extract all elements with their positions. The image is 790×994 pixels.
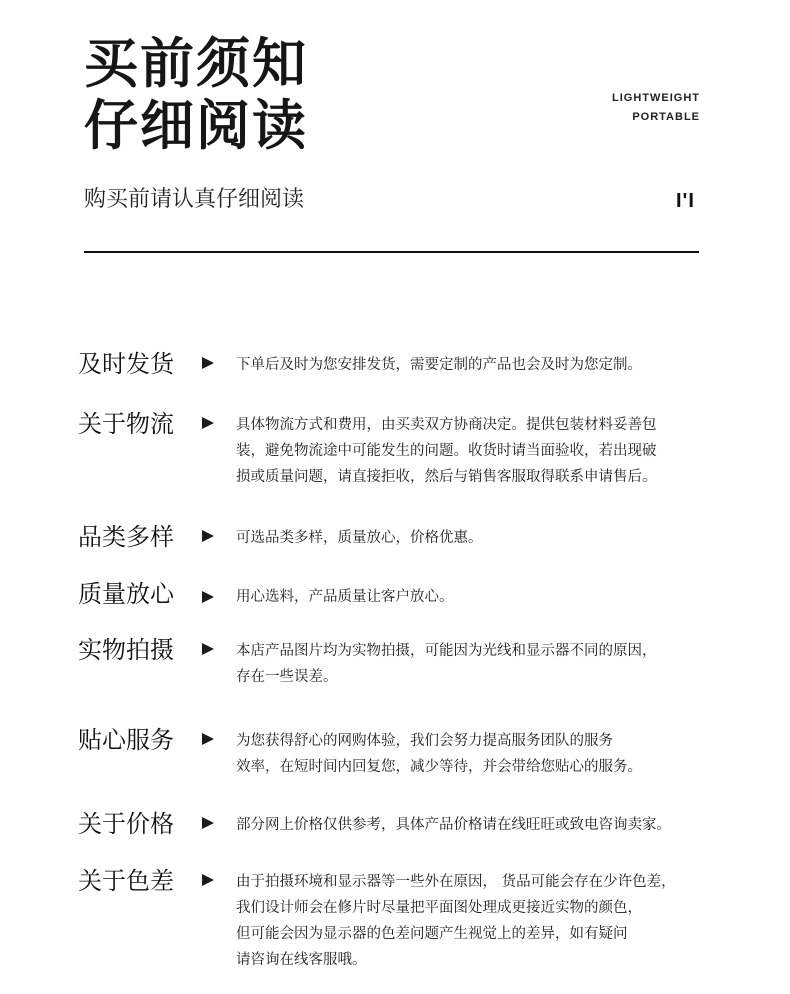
subtitle: 购买前请认真仔细阅读: [84, 187, 305, 212]
item-description: 部分网上价格仅供参考，具体产品价格请在线旺旺或致电咨询卖家。: [236, 817, 671, 833]
header-divider: [84, 251, 699, 253]
arrow-right-icon: [202, 643, 214, 655]
item-description: 用心选料，产品质量让客户放心。: [236, 589, 454, 605]
item-description: 下单后及时为您安排发货，需要定制的产品也会及时为您定制。: [236, 357, 642, 373]
arrow-right-icon: [202, 357, 214, 369]
item-description: 可选品类多样，质量放心，价格优惠。: [236, 530, 483, 546]
decorative-mark: I'I: [676, 190, 695, 212]
english-tag-portable: PORTABLE: [632, 111, 700, 123]
item-label: 质量放心: [78, 580, 174, 608]
page-title-line-1: 买前须知: [84, 32, 308, 95]
item-description: 由于拍摄环境和显示器等一些外在原因， 货品可能会存在少许色差， 我们设计师会在修片时尽量把平面图处理成更接近实物的颜色， 但可能会因为显示器的色差问题产生视觉上的差异，如有疑问 请咨询在线客服哦。: [236, 874, 676, 968]
item-label: 关于物流: [78, 410, 174, 438]
item-label: 贴心服务: [78, 726, 174, 754]
item-label: 及时发货: [78, 350, 174, 378]
arrow-right-icon: [202, 733, 214, 745]
arrow-right-icon: [202, 591, 214, 603]
arrow-right-icon: [202, 417, 214, 429]
item-description: 本店产品图片均为实物拍摄，可能因为光线和显示器不同的原因， 存在一些误差。: [236, 643, 657, 685]
arrow-right-icon: [202, 817, 214, 829]
item-description: 为您获得舒心的网购体验，我们会努力提高服务团队的服务 效率，在短时间内回复您，减少等待，并会带给您贴心的服务。: [236, 733, 642, 775]
item-description: 具体物流方式和费用，由买卖双方协商决定。提供包装材料妥善包 装，避免物流途中可能发生的问题。收货时请当面验收，若出现破 损或质量问题，请直接拒收，然后与销售客服取得联系申请售后。: [236, 417, 657, 485]
item-label: 关于价格: [78, 810, 174, 838]
item-label: 实物拍摄: [78, 636, 174, 664]
english-tag-lightweight: LIGHTWEIGHT: [612, 92, 700, 104]
arrow-right-icon: [202, 874, 214, 886]
item-label: 关于色差: [78, 867, 174, 895]
item-label: 品类多样: [78, 523, 174, 551]
page-title-line-2: 仔细阅读: [84, 94, 308, 157]
arrow-right-icon: [202, 530, 214, 542]
